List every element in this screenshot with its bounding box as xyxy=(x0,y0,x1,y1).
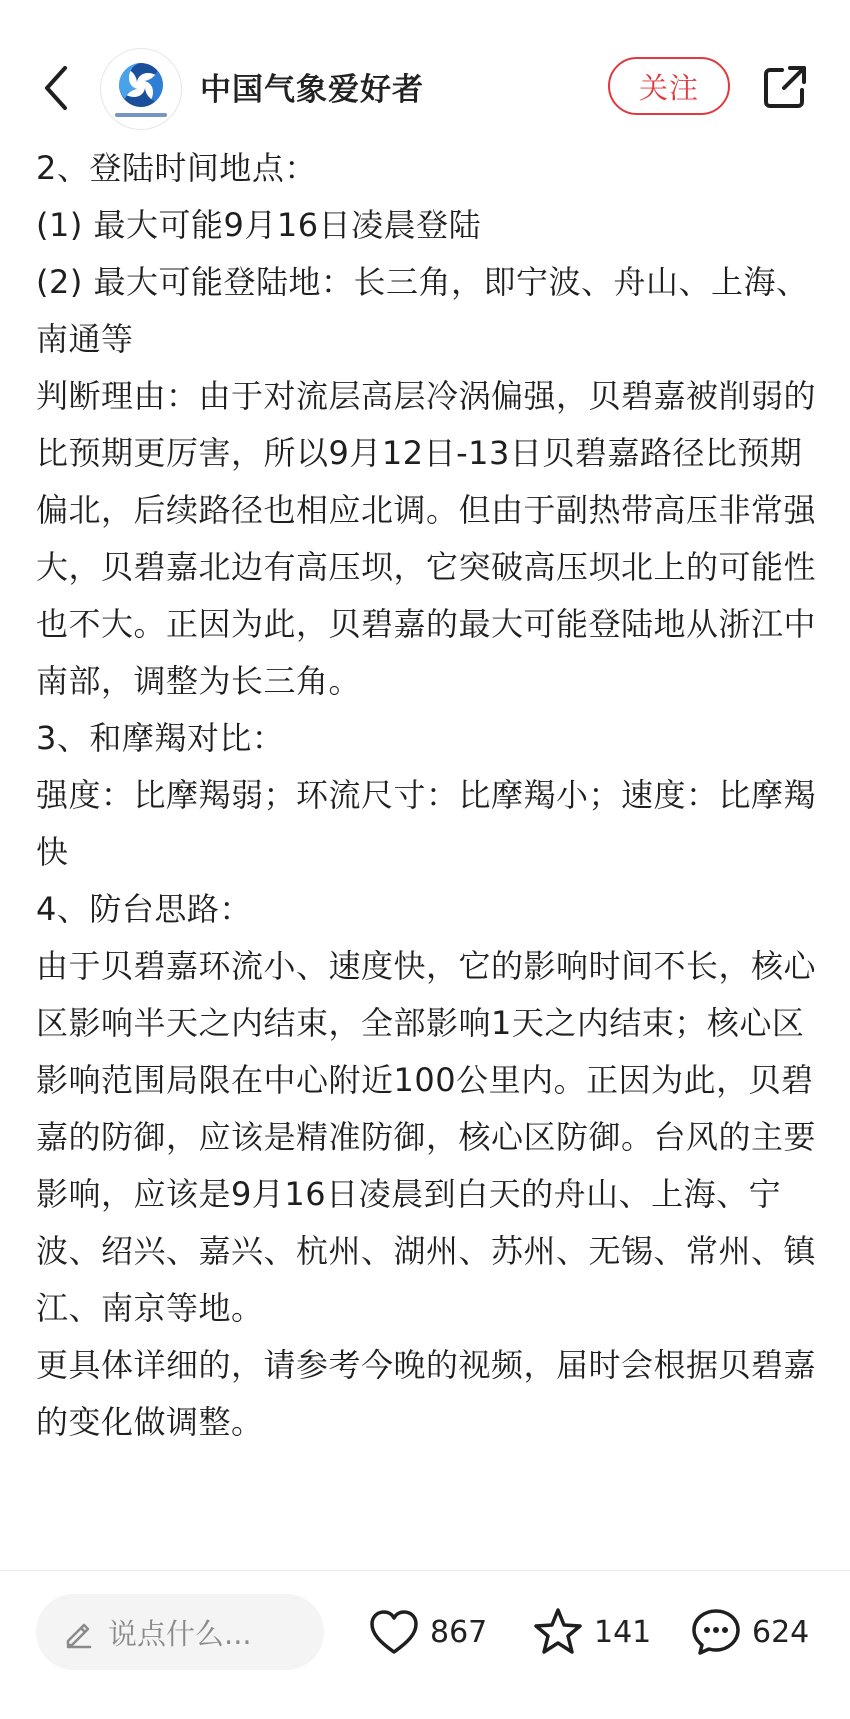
chevron-left-icon xyxy=(41,64,71,112)
comment-input[interactable] xyxy=(36,1594,324,1670)
favorite-count: 141 xyxy=(594,1614,652,1650)
section-heading-landing: 2、登陆时间地点： xyxy=(36,149,317,187)
comment-bubble-icon xyxy=(688,1604,744,1660)
bottom-divider xyxy=(0,1570,850,1571)
section-heading-defense: 4、防台思路： xyxy=(36,890,252,928)
reasoning-paragraph: 判断理由：由于对流层高层冷涡偏强，贝碧嘉被削弱的比预期更厉害，所以9月12日-13日贝碧嘉路径比预期偏北，后续路径也相应北调。但由于副热带高压非常强大，贝碧嘉北边有高压坝，它突破高压坝北上的可能性也不大。正因为此，贝碧嘉的最大可能登陆地从浙江中南部，调整为长三角。 xyxy=(36,377,817,700)
share-button[interactable] xyxy=(760,62,810,112)
like-count: 867 xyxy=(430,1614,488,1650)
avatar[interactable] xyxy=(100,48,182,130)
closing-paragraph: 更具体详细的，请参考今晚的视频，届时会根据贝碧嘉的变化做调整。 xyxy=(36,1346,817,1441)
section-heading-comparison: 3、和摩羯对比： xyxy=(36,719,285,757)
defense-paragraph: 由于贝碧嘉环流小、速度快，它的影响时间不长，核心区影响半天之内结束，全部影响1天之内结束；核心区影响范围局限在中心附近100公里内。正因为此，贝碧嘉的防御，应该是精准防御，核心区防御。台风的主要影响，应该是9月16日凌晨到白天的舟山、上海、宁波、绍兴、嘉兴、杭州、湖州、苏州、无锡、常州、镇江、南京等地。 xyxy=(36,947,817,1327)
comment-count: 624 xyxy=(752,1614,810,1650)
like-button[interactable] xyxy=(366,1600,487,1664)
favorite-button[interactable] xyxy=(530,1600,651,1664)
heart-icon xyxy=(366,1604,422,1660)
article-body xyxy=(36,140,826,1451)
comparison-paragraph: 强度：比摩羯弱；环流尺寸：比摩羯小；速度：比摩羯快 xyxy=(36,776,817,871)
logo-icon xyxy=(101,49,181,129)
landing-time: (1) 最大可能9月16日凌晨登陆 xyxy=(36,206,482,244)
comment-placeholder: 说点什么... xyxy=(108,1616,252,1651)
follow-button[interactable]: 关注 xyxy=(608,57,730,115)
pencil-icon xyxy=(62,1615,96,1649)
star-icon xyxy=(530,1604,586,1660)
landing-location: (2) 最大可能登陆地：长三角，即宁波、舟山、上海、南通等 xyxy=(36,263,809,358)
share-icon xyxy=(760,62,810,112)
account-name[interactable]: 中国气象爱好者 xyxy=(200,72,424,108)
back-button[interactable] xyxy=(38,60,74,116)
comment-button[interactable] xyxy=(688,1600,809,1664)
